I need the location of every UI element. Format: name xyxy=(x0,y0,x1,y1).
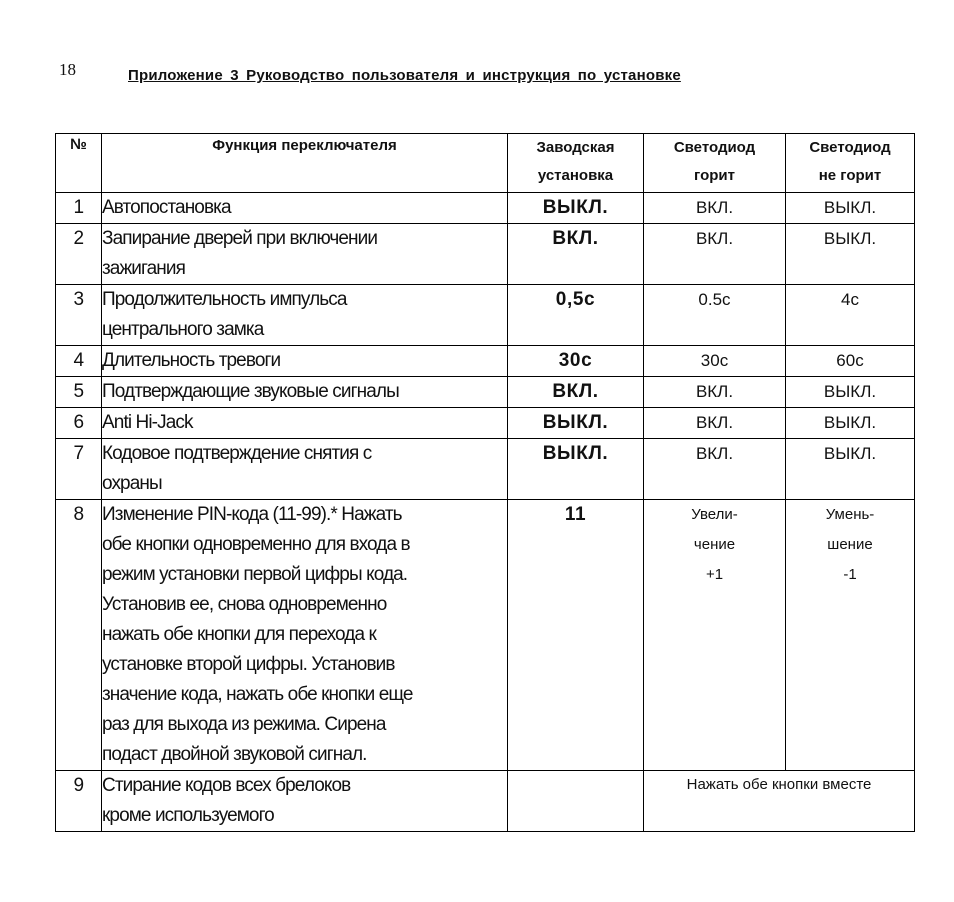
function-line: центрального замка xyxy=(102,319,264,340)
led-off-value: ВЫКЛ. xyxy=(786,224,915,285)
row-number: 1 xyxy=(56,193,102,224)
function-cell xyxy=(102,439,508,500)
table-header-row xyxy=(56,134,915,193)
row-number: 4 xyxy=(56,346,102,377)
table-row xyxy=(56,439,915,500)
row-number: 7 xyxy=(56,439,102,500)
page-number: 18 xyxy=(59,60,76,79)
header-led-off-line1: Светодиод xyxy=(809,139,891,156)
function-line: Продолжительность импульса xyxy=(102,289,347,310)
table-row xyxy=(56,346,915,377)
function-cell xyxy=(102,408,508,439)
led-on-value: 0.5с xyxy=(644,285,786,346)
led-off-value xyxy=(786,500,915,771)
function-line: Стирание кодов всех брелоков xyxy=(102,775,351,796)
function-line: зажигания xyxy=(102,258,185,279)
page-header: Приложение 3 Руководство пользователя и инструкция по установке xyxy=(128,67,681,84)
led-on-value xyxy=(644,500,786,771)
table-row xyxy=(56,377,915,408)
led-on-value: ВКЛ. xyxy=(644,224,786,285)
function-line: подаст двойной звуковой сигнал. xyxy=(102,744,367,765)
led-off-value: ВЫКЛ. xyxy=(786,377,915,408)
function-line: кроме используемого xyxy=(102,805,274,826)
table-row xyxy=(56,285,915,346)
row-number: 3 xyxy=(56,285,102,346)
table-row xyxy=(56,408,915,439)
function-line: значение кода, нажать обе кнопки еще xyxy=(102,684,413,705)
function-line: режим установки первой цифры кода. xyxy=(102,564,408,585)
header-function: Функция переключателя xyxy=(102,134,508,193)
led-off-value: 4с xyxy=(786,285,915,346)
function-cell xyxy=(102,377,508,408)
led-on-line: Увели- xyxy=(691,506,738,523)
table-row xyxy=(56,193,915,224)
header-num: № xyxy=(56,134,102,193)
function-cell xyxy=(102,346,508,377)
table-row xyxy=(56,771,915,832)
led-off-line: Умень- xyxy=(825,506,875,523)
function-line: охраны xyxy=(102,473,162,494)
row-number: 9 xyxy=(56,771,102,832)
header-led-on-line2: горит xyxy=(694,167,735,184)
function-line: Anti Hi-Jack xyxy=(102,412,193,433)
header-led-off-line2: не горит xyxy=(818,167,882,184)
led-merged-instruction: Нажать обе кнопки вместе xyxy=(644,771,915,832)
row-number: 2 xyxy=(56,224,102,285)
function-line: Запирание дверей при включении xyxy=(102,228,378,249)
row-number: 6 xyxy=(56,408,102,439)
led-on-line: +1 xyxy=(705,566,724,583)
header-led-on xyxy=(644,134,786,193)
led-off-line: -1 xyxy=(843,566,857,583)
function-line: нажать обе кнопки для перехода к xyxy=(102,624,376,645)
header-led-off xyxy=(786,134,915,193)
led-off-value: ВЫКЛ. xyxy=(786,439,915,500)
header-factory-line2: установка xyxy=(537,167,614,184)
factory-setting: ВКЛ. xyxy=(508,224,644,285)
function-line: Автопостановка xyxy=(102,197,231,218)
factory-setting: ВЫКЛ. xyxy=(508,439,644,500)
factory-setting: ВЫКЛ. xyxy=(508,193,644,224)
factory-setting: 0,5с xyxy=(508,285,644,346)
led-on-value: ВКЛ. xyxy=(644,193,786,224)
function-cell xyxy=(102,285,508,346)
table-body xyxy=(56,193,915,832)
settings-table xyxy=(55,133,915,832)
function-line: раз для выхода из режима. Сирена xyxy=(102,714,386,735)
function-line: Подтверждающие звуковые сигналы xyxy=(102,381,399,402)
function-cell xyxy=(102,500,508,771)
row-number: 8 xyxy=(56,500,102,771)
led-on-value: 30с xyxy=(644,346,786,377)
function-cell xyxy=(102,771,508,832)
table-row xyxy=(56,224,915,285)
header-factory xyxy=(508,134,644,193)
function-line: Длительность тревоги xyxy=(102,350,281,371)
header-factory-line1: Заводская xyxy=(536,139,615,156)
led-off-value: 60с xyxy=(786,346,915,377)
led-on-line: чение xyxy=(693,536,736,553)
function-cell xyxy=(102,193,508,224)
factory-setting: ВКЛ. xyxy=(508,377,644,408)
function-line: Установив ее, снова одновременно xyxy=(102,594,387,615)
led-off-line: шение xyxy=(827,536,873,553)
led-off-value: ВЫКЛ. xyxy=(786,193,915,224)
header-led-on-line1: Светодиод xyxy=(673,139,756,156)
row-number: 5 xyxy=(56,377,102,408)
table-row xyxy=(56,500,915,771)
factory-setting: 11 xyxy=(508,500,644,771)
led-on-value: ВКЛ. xyxy=(644,377,786,408)
function-line: Изменение PIN-кода (11-99).* Нажать xyxy=(102,504,402,525)
function-cell xyxy=(102,224,508,285)
led-off-value: ВЫКЛ. xyxy=(786,408,915,439)
led-on-value: ВКЛ. xyxy=(644,439,786,500)
function-line: Кодовое подтверждение снятия с xyxy=(102,443,372,464)
led-on-value: ВКЛ. xyxy=(644,408,786,439)
function-line: обе кнопки одновременно для входа в xyxy=(102,534,410,555)
factory-setting xyxy=(508,771,644,832)
factory-setting: ВЫКЛ. xyxy=(508,408,644,439)
function-line: установке второй цифры. Установив xyxy=(102,654,395,675)
factory-setting: 30с xyxy=(508,346,644,377)
